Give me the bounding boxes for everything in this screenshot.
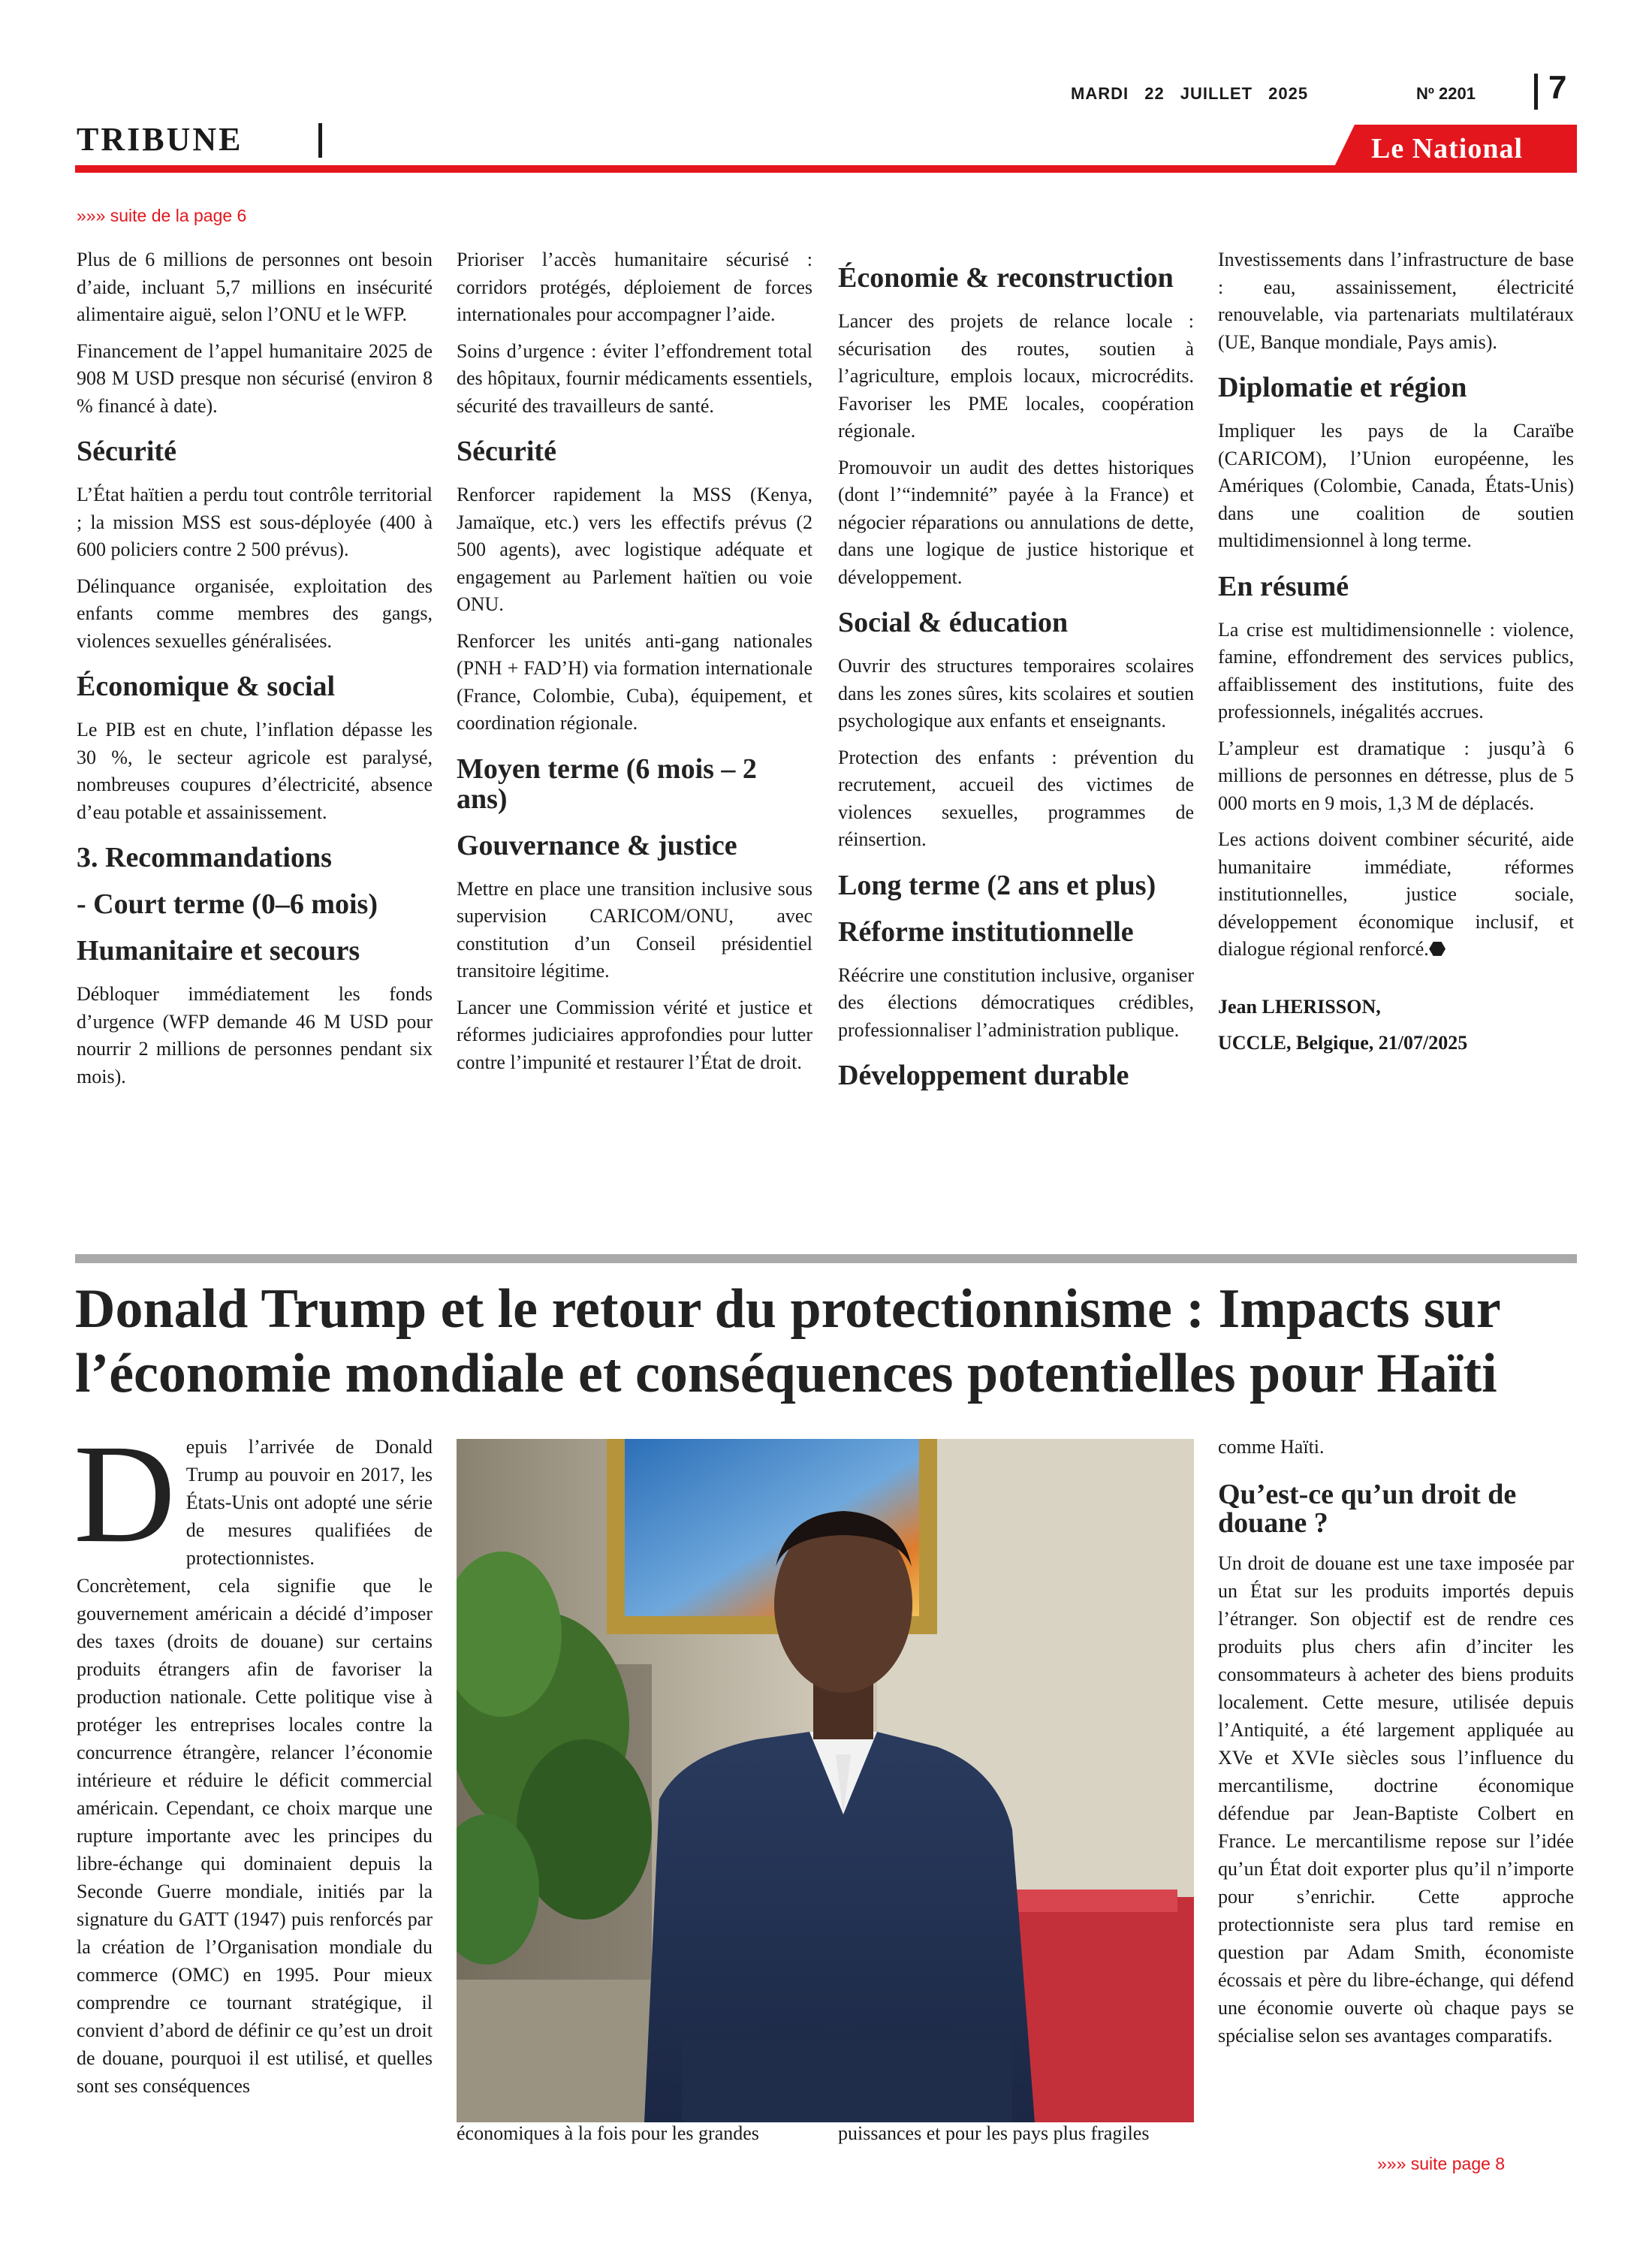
paragraph: Lancer une Commission vérité et justice et réformes judiciaires approfondies pour lutter contre l’impunité et restaurer l’État de droit. <box>457 996 812 1073</box>
paragraph: Plus de 6 millions de personnes ont besoin d’aide, incluant 5,7 millions en insécurité alimentaire aiguë, selon l’ONU et le WFP. <box>77 249 433 325</box>
paragraph: Investissements dans l’infrastructure de base : eau, assainissement, électricité renouvelable, via partenariats multilatéraux (UE, Banque mondiale, Pays amis). <box>1218 249 1574 353</box>
paragraph: Financement de l’appel humanitaire 2025 de 908 M USD presque non sécurisé (environ 8 % financé à date). <box>77 339 433 417</box>
paragraph: L’État haïtien a perdu tout contrôle territorial ; la mission MSS est sous-déployée (400 à 600 policiers contre 2 500 prévus). <box>77 484 433 560</box>
subheading: Gouvernance & justice <box>457 829 737 861</box>
paragraph: Délinquance organisée, exploitation des enfants comme membres des gangs, violences sexuelles généralisées. <box>77 575 433 652</box>
drop-cap: D <box>74 1415 176 1572</box>
subheading: Long terme (2 ans et plus) <box>838 869 1156 901</box>
subheading: Développement durable <box>838 1060 1129 1091</box>
main-article-col4-text: Un droit de douane est une taxe imposée par un État sur les produits importés depuis l’étranger. Son objectif est de rendre ces produits plus chers afin d’inciter les consommateurs à acheter des biens produits localement. Cette mesure, utilisée depuis l’Antiquité, a été largement appliquée au XVe et XVIe siècles sous l’influence du mercantilisme, doctrine économique défendue par Jean-Baptiste Colbert en France. Le mercantilisme repose sur l’idée qu’un État doit exporter plus qu’il n’importe pour s’enrichir. Cette approche protectionniste sera plus tard remise en question par Adam Smith, économiste écossais et père du libre-échange, qui défend une économie ouverte où chaque pays se spécialise selon ses avantages comparatifs. <box>1218 1552 1574 2046</box>
main-article-col4-intro: comme Haïti. <box>1218 1436 1325 1458</box>
subheading: Économique & social <box>77 671 336 702</box>
paragraph: Soins d’urgence : éviter l’effondrement total des hôpitaux, fournir médicaments essentiels, sécurité des travailleurs de santé. <box>457 339 812 417</box>
subheading: Réforme institutionnelle <box>838 915 1134 948</box>
author-signature-name: Jean LHERISSON, <box>1218 995 1381 1018</box>
main-article-text-1: epuis l’arrivée de Donald Trump au pouvoir en 2017, les États-Unis ont adopté une série de mesures qualifiées de protectionnistes. Concrètement, cela signifie que le gouvernement américain a décidé d’imposer des taxes (droits de douane) sur certains produits étrangers afin de favoriser la production nationale. Cette politique vise à protéger les entreprises locales contre la concurrence étrangère, relancer l’économie intérieure et réduire le déficit commercial américain. Cependant, ce choix marque une rupture importante avec les principes du libre-échange qui dominaient depuis la Seconde Guerre mondiale, initiés par la signature du GATT (1947) puis renforcés par la création de l’Organisation mondiale du commerce (OMC) en 1995. Pour mieux comprendre ce tournant stratégique, il convient d’abord de définir ce qu’est un droit de douane, pourquoi il est utilisé, et quelles sont ses conséquences <box>77 1436 433 2097</box>
paragraph: Les actions doivent combiner sécurité, aide humanitaire immédiate, réformes institutionnelles, justice sociale, développement économique inclusif, et dialogue régional renforcé.⬣ <box>1218 828 1574 960</box>
paragraph: Renforcer les unités anti-gang nationales (PNH + FAD’H) via formation internationale (France, Colombie, Cuba), équipement, et coordination régionale. <box>457 629 812 734</box>
main-article-column-1 <box>74 1415 433 2100</box>
subheading: Sécurité <box>77 436 176 467</box>
paragraph: L’ampleur est dramatique : jusqu’à 6 millions de personnes en détresse, plus de 5 000 morts en 9 mois, 1,3 M de déplacés. <box>1218 737 1574 814</box>
subheading: Diplomatie et région <box>1218 372 1467 403</box>
paragraph: Réécrire une constitution inclusive, organiser des élections démocratiques crédibles, professionnaliser l’administration publique. <box>838 964 1194 1041</box>
subheading: 3. Recommandations <box>77 842 332 873</box>
paragraph: La crise est multidimensionnelle : violence, famine, effondrement des services publics, affaiblissement des institutions, fuite des professionnels, inégalités accrues. <box>1218 618 1574 722</box>
header-divider <box>1534 74 1538 110</box>
subheading: - Court terme (0–6 mois) <box>77 888 378 920</box>
newspaper-brand: Le National <box>1371 133 1524 164</box>
subheading: Économie & reconstruction <box>838 262 1174 294</box>
top-article-column-2 <box>457 246 812 1085</box>
section-divider <box>318 123 322 158</box>
subheading: Moyen terme (6 mois – 2 ans) <box>457 753 757 815</box>
main-article-column-2: économiques à la fois pour les grandes <box>457 2122 759 2144</box>
author-photo <box>457 1439 1194 2122</box>
paragraph: Lancer des projets de relance locale : sécurisation des routes, soutien à l’agriculture, emplois locaux, microcrédits. Favoriser les PME locales, coopération régionale. <box>838 310 1194 442</box>
paragraph: Ouvrir des structures temporaires scolaires dans les zones sûres, kits scolaires et soutien psychologique aux enfants et enseignants. <box>838 655 1194 731</box>
paragraph: Promouvoir un audit des dettes historiques (dont l’“indemnité” payée à la France) et négocier réparations ou annulations de dette, dans une logique de justice historique et développement. <box>838 456 1194 588</box>
article-separator <box>75 1254 1577 1263</box>
main-article-subheading: Qu’est-ce qu’un droit de douane ? <box>1218 1479 1517 1539</box>
top-article-column-3 <box>838 246 1194 1105</box>
top-article-column-4 <box>1218 246 1574 1066</box>
paragraph: Prioriser l’accès humanitaire sécurisé : corridors protégés, déploiement de forces internationales pour accompagner l’aide. <box>457 249 812 325</box>
author-signature-place: UCCLE, Belgique, 21/07/2025 <box>1218 1032 1468 1054</box>
subheading: Sécurité <box>457 436 556 467</box>
paragraph: Renforcer rapidement la MSS (Kenya, Jamaïque, etc.) vers les effectifs prévus (2 500 agents), avec logistique adéquate et engagement au Parlement haïtien ou voie ONU. <box>457 484 812 615</box>
paragraph: Impliquer les pays de la Caraïbe (CARICOM), l’Union européenne, les Amériques (Colombie, Canada, États-Unis) dans une coalition de soutien multidimensionnel à long terme. <box>1218 420 1574 551</box>
subheading: Social & éducation <box>838 607 1069 638</box>
issue-date: MARDI 22 JUILLET 2025 <box>1071 84 1309 103</box>
issue-number: Nº 2201 <box>1416 84 1476 103</box>
top-article-column-1 <box>77 246 433 1099</box>
paragraph: Protection des enfants : prévention du recrutement, accueil des victimes de violences sexuelles, programmes de réinsertion. <box>838 746 1194 850</box>
section-title: TRIBUNE <box>77 121 243 158</box>
continued-from-link[interactable]: »»» suite de la page 6 <box>77 206 247 225</box>
main-article-column-4 <box>1218 1433 1574 2058</box>
paragraph: Le PIB est en chute, l’inflation dépasse les 30 %, le secteur agricole est paralysé, nombreuses coupures d’électricité, absence d’eau potable et assainissement. <box>77 719 433 823</box>
continued-to-link[interactable]: »»» suite page 8 <box>1377 2154 1506 2173</box>
subheading: Humanitaire et secours <box>77 935 360 967</box>
main-headline: Donald Trump et le retour du protectionnisme : Impacts sur l’économie mondiale et conséquences potentielles pour Haïti <box>75 1278 1500 1404</box>
main-article-column-3: puissances et pour les pays plus fragiles <box>838 2122 1150 2144</box>
subheading: En résumé <box>1218 570 1349 602</box>
paragraph: Débloquer immédiatement les fonds d’urgence (WFP demande 46 M USD pour nourrir 2 millions de personnes pendant six mois). <box>77 983 433 1087</box>
page-number: 7 <box>1548 69 1567 106</box>
paragraph: Mettre en place une transition inclusive sous supervision CARICOM/ONU, avec constitution d’un Conseil présidentiel transitoire légitime. <box>457 877 812 982</box>
